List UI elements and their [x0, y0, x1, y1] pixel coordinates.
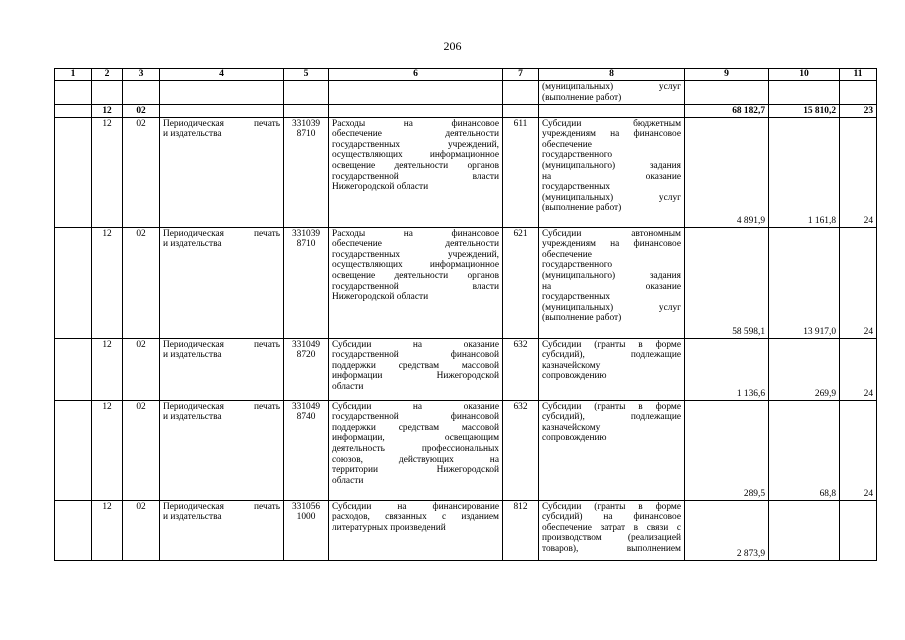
col-header-10: 10 — [769, 69, 840, 81]
expense-type-name: Субсидии бюджетным учреждениям на финансовое обеспечение государственного (муниципального) задания на оказание государственных (муниципальных) услуг (выполнение работ) — [539, 117, 685, 227]
target-code: 331039 8710 — [284, 227, 329, 338]
section-name: Периодическая печать и издательства — [160, 400, 284, 500]
subsection-code: 02 — [123, 500, 160, 560]
group-amount-10: 15 810,2 — [769, 105, 840, 118]
section-code: 12 — [92, 117, 123, 227]
section-name: Периодическая печать и издательства — [160, 227, 284, 338]
col-header-2: 2 — [92, 69, 123, 81]
header-row — [55, 69, 877, 81]
group-section: 12 — [92, 105, 123, 118]
expense-type-code: 632 — [503, 338, 539, 400]
amount-col10: 1 161,8 — [769, 117, 840, 227]
continuation-row — [55, 81, 877, 105]
target-code: 331039 8710 — [284, 117, 329, 227]
target-code: 331049 8740 — [284, 400, 329, 500]
amount-col10: 269,9 — [769, 338, 840, 400]
group-amount-9: 68 182,7 — [685, 105, 769, 118]
expense-type-name: Субсидии (гранты в форме субсидий), подлежащие казначейскому сопровождению — [539, 400, 685, 500]
expense-type-code: 621 — [503, 227, 539, 338]
section-code: 12 — [92, 400, 123, 500]
expense-description: Субсидии на финансирование расходов, связанных с изданием литературных произведений — [329, 500, 503, 560]
section-name: Периодическая печать и издательства — [160, 117, 284, 227]
subsection-code: 02 — [123, 117, 160, 227]
amount-col9: 4 891,9 — [685, 117, 769, 227]
continuation-col8 — [539, 81, 685, 105]
expense-description: Расходы на финансовое обеспечение деятельности государственных учреждений, осуществляющих информационное освещение деятельности органов государственной власти Нижегородской области — [329, 117, 503, 227]
table-row — [55, 500, 877, 560]
section-code: 12 — [92, 500, 123, 560]
page-number: 206 — [443, 39, 462, 53]
amount-col10: 13 917,0 — [769, 227, 840, 338]
col-header-4: 4 — [160, 69, 284, 81]
table-row — [55, 400, 877, 500]
expense-description: Субсидии на оказание государственной финансовой поддержки средствам массовой информации Нижегородской области — [329, 338, 503, 400]
budget-table — [54, 68, 877, 561]
code-col11: 24 — [840, 400, 877, 500]
section-code: 12 — [92, 227, 123, 338]
target-code: 331049 8720 — [284, 338, 329, 400]
amount-col9: 58 598,1 — [685, 227, 769, 338]
amount-col10 — [769, 500, 840, 560]
amount-col9: 289,5 — [685, 400, 769, 500]
expense-type-code: 611 — [503, 117, 539, 227]
col-header-9: 9 — [685, 69, 769, 81]
col-header-7: 7 — [503, 69, 539, 81]
col-header-6: 6 — [329, 69, 503, 81]
expense-type-name: Субсидии (гранты в форме субсидий) на финансовое обеспечение затрат в связи с производством (реализацией товаров), выполнением — [539, 500, 685, 560]
amount-col9: 1 136,6 — [685, 338, 769, 400]
subsection-code: 02 — [123, 400, 160, 500]
col-header-11: 11 — [840, 69, 877, 81]
col-header-8: 8 — [539, 69, 685, 81]
subsection-code: 02 — [123, 227, 160, 338]
section-name: Периодическая печать и издательства — [160, 500, 284, 560]
expense-description: Субсидии на оказание государственной финансовой поддержки средствам массовой информации, освещающим деятельность профессиональных союзов, действующих на территории Нижегородской области — [329, 400, 503, 500]
col-header-1: 1 — [55, 69, 92, 81]
col-header-3: 3 — [123, 69, 160, 81]
table-row — [55, 117, 877, 227]
group-code-11: 23 — [840, 105, 877, 118]
code-col11 — [840, 500, 877, 560]
code-col11: 24 — [840, 227, 877, 338]
group-subsection: 02 — [123, 105, 160, 118]
table-row — [55, 338, 877, 400]
section-name: Периодическая печать и издательства — [160, 338, 284, 400]
code-col11: 24 — [840, 117, 877, 227]
table-row — [55, 227, 877, 338]
target-code: 331056 1000 — [284, 500, 329, 560]
col-header-5: 5 — [284, 69, 329, 81]
amount-col10: 68,8 — [769, 400, 840, 500]
section-code: 12 — [92, 338, 123, 400]
expense-type-code: 812 — [503, 500, 539, 560]
amount-col9: 2 873,9 — [685, 500, 769, 560]
expense-type-code: 632 — [503, 400, 539, 500]
subsection-code: 02 — [123, 338, 160, 400]
expense-type-name: Субсидии автономным учреждениям на финансовое обеспечение государственного (муниципального) задания на оказание государственных (муниципальных) услуг (выполнение работ) — [539, 227, 685, 338]
code-col11: 24 — [840, 338, 877, 400]
group-row — [55, 105, 877, 118]
expense-type-name: Субсидии (гранты в форме субсидий), подлежащие казначейскому сопровождению — [539, 338, 685, 400]
text-line: (муниципальных) услуг — [542, 82, 681, 92]
text-line: (выполнение работ) — [542, 92, 622, 103]
expense-description: Расходы на финансовое обеспечение деятельности государственных учреждений, осуществляющих информационное освещение деятельности органов государственной власти Нижегородской области — [329, 227, 503, 338]
